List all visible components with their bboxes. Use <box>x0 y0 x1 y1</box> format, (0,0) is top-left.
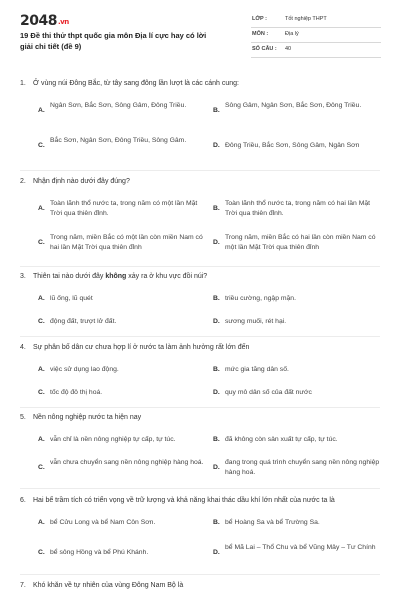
question-6: 6. Hai bể trầm tích có triển vọng về trữ lượng và khả năng khai thác dầu khí lớn nhất của nước ta là A. bể Cửu Long và bể Nam Côn Sơn. B. bể Hoàng Sa và bể Trường Sa. C. bể sông Hồng và bể Phú Khánh. D. bể Mã Lai – Thổ Chu và bể Vũng Mây – Tư Chính <box>20 497 376 556</box>
question-stem: 2. Nhận định nào dưới đây đúng? <box>20 178 130 185</box>
question-3: 3. Thiên tai nào dưới đây không xảy ra ở khu vực đồi núi? A. lũ ống, lũ quét B. triều cường, ngập mặn. C. động đất, trượt lở đất. D. sương muối, rét hại. <box>20 273 296 325</box>
divider <box>20 266 380 267</box>
info-value: 40 <box>285 46 292 52</box>
divider <box>20 488 380 489</box>
info-label: MÔN : <box>252 31 269 37</box>
exam-info-table <box>251 13 381 58</box>
question-stem: 3. Thiên tai nào dưới đây không xảy ra ở khu vực đồi núi? <box>20 273 208 280</box>
info-label: SỐ CÂU : <box>252 46 277 52</box>
divider <box>20 336 380 337</box>
question-stem: 5. Nền nông nghiệp nước ta hiện nay <box>20 414 142 421</box>
info-value: Địa lý <box>285 31 299 37</box>
info-label: LỚP : <box>252 16 267 22</box>
divider <box>20 407 380 408</box>
divider <box>20 170 380 171</box>
question-2: 2. Nhận định nào dưới đây đúng? A. Toàn lãnh thổ nước ta, trong năm có một lần Mặt Trời qua thiên đỉnh. B. Toàn lãnh thổ nước ta, trong năm có hai lần Mặt Trời qua thiên đỉnh. C. Trong năm, miền Bắc có một lần còn miền Nam có hai lần Mặt Trời qua thiên đỉnh D. Trong năm, miền Bắc có hai lần còn miền Nam có một lần Mặt Trời qua thiên đỉnh <box>20 178 376 251</box>
question-stem: 4. Sự phân bố dân cư chưa hợp lí ở nước ta làm ảnh hưởng rất lớn đến <box>20 344 250 351</box>
logo-suffix: .vn <box>57 18 69 26</box>
question-5: 5. Nền nông nghiệp nước ta hiện nay A. vẫn chỉ là nền nông nghiệp tự cấp, tự túc. B. đã không còn sản xuất tự cấp, tự túc. C. vẫn chưa chuyển sang nền nông nghiệp hàng hoá. D. đang trong quá trình chuyển sang nền nông nghiệp hàng hoá. <box>20 414 380 476</box>
page-title: 19 Đề thi thử thpt quốc gia môn Địa lí cực hay có lời giải chi tiết (đề 9) <box>20 31 207 51</box>
site-logo[interactable] <box>20 13 69 29</box>
info-value: Tốt nghiệp THPT <box>285 16 327 22</box>
info-row-question-count <box>251 43 381 58</box>
question-stem: 6. Hai bể trầm tích có triển vọng về trữ lượng và khả năng khai thác dầu khí lớn nhất của nước ta là <box>20 497 335 504</box>
question-stem: 7. Khó khăn về tự nhiên của vùng Đông Nam Bộ là <box>20 582 184 589</box>
question-4: 4. Sự phân bố dân cư chưa hợp lí ở nước ta làm ảnh hưởng rất lớn đến A. việc sử dụng lao động. B. mức gia tăng dân số. C. tốc độ đô thị hoá. D. quy mô dân số của đất nước <box>20 344 312 396</box>
info-row-subject <box>251 28 381 43</box>
info-row-grade <box>251 13 381 28</box>
document-header <box>0 0 400 62</box>
question-7 <box>20 582 380 596</box>
question-stem: 1. Ở vùng núi Đông Bắc, từ tây sang đông lần lượt là các cánh cung: <box>20 80 239 87</box>
question-1: 1. Ở vùng núi Đông Bắc, từ tây sang đông lần lượt là các cánh cung: A. Ngân Sơn, Bắc Sơn, Sông Gâm, Đông Triều. B. Sông Gâm, Ngân Sơn, Bắc Sơn, Đông Triều. C. Bắc Sơn, Ngân Sơn, Đông Triều, Sông Gâm. D. Đông Triều, Bắc Sơn, Sông Gâm, Ngân Sơn <box>20 80 362 149</box>
emphasis-not: không <box>105 273 127 280</box>
divider <box>20 574 380 575</box>
logo-number: 2048 <box>20 13 57 29</box>
